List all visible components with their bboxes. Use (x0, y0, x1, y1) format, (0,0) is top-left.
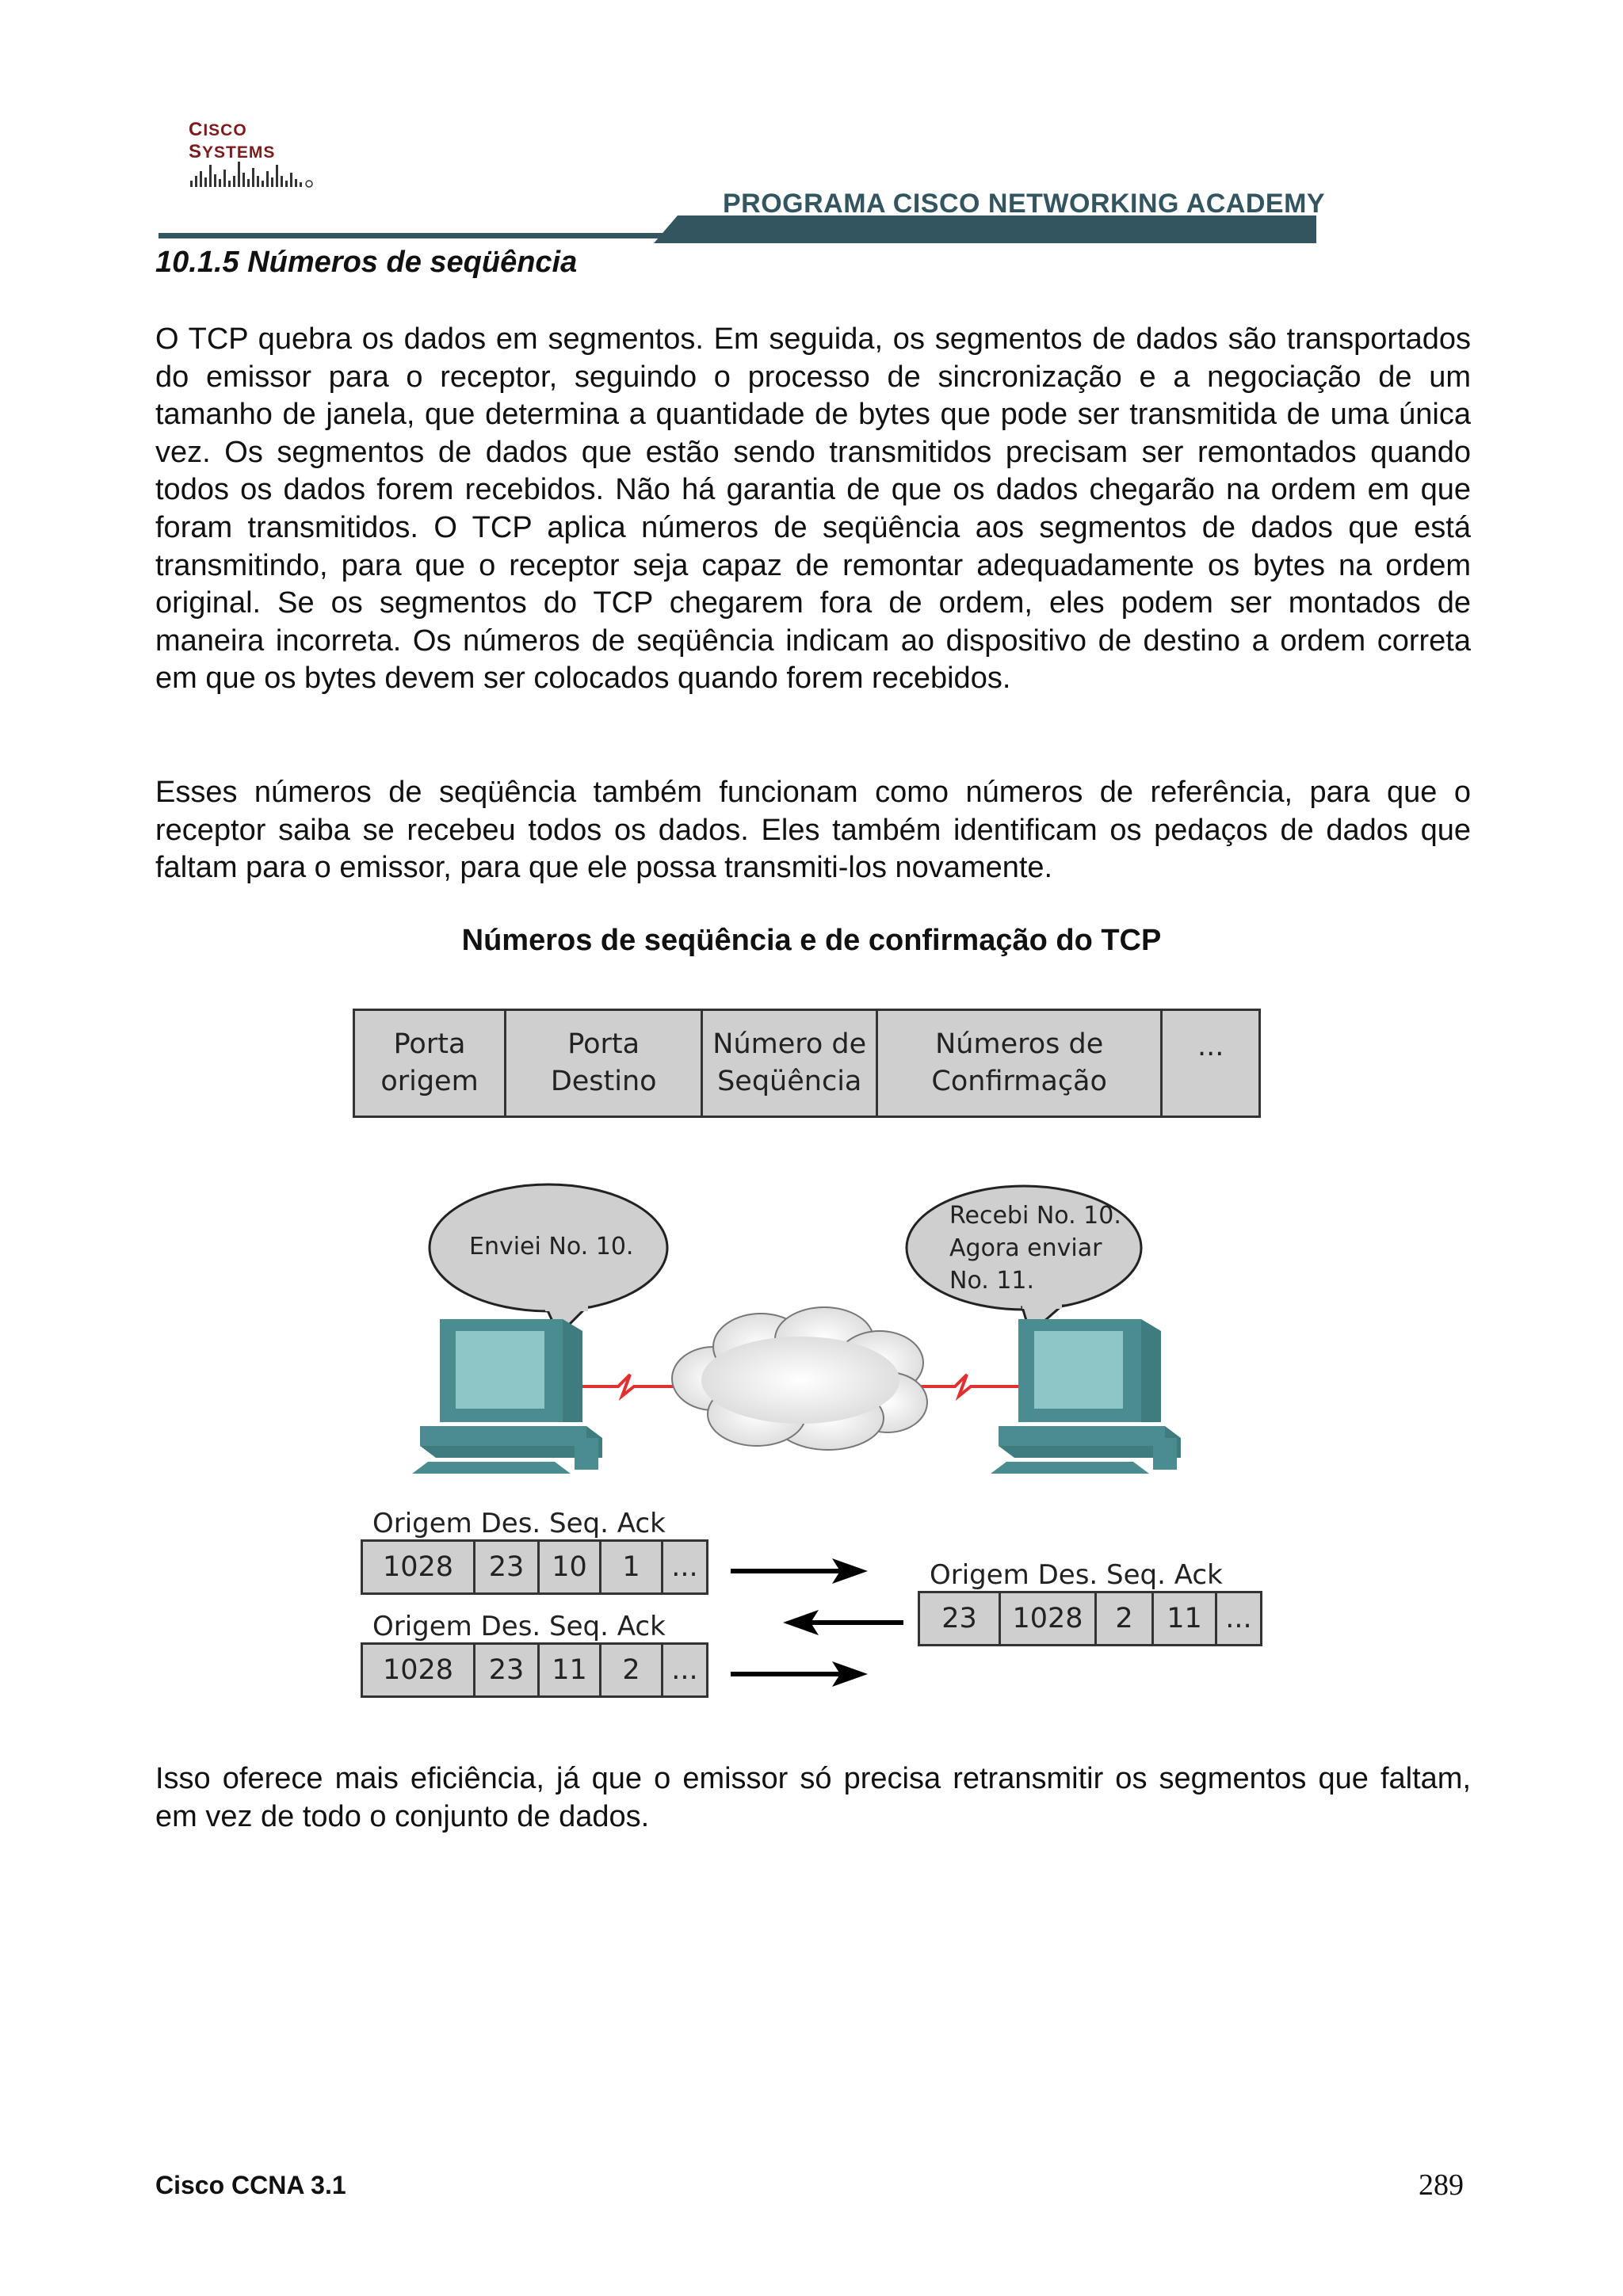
arrow-right-1 (731, 1558, 868, 1584)
segment-1-table (361, 1539, 708, 1595)
header-field-more: ... (1197, 1031, 1224, 1062)
academy-title: PROGRAMA CISCO NETWORKING ACADEMY (723, 189, 1326, 219)
segment-2-more: ... (1225, 1603, 1252, 1634)
sender-bubble-text: Enviei No. 10. (469, 1233, 634, 1261)
header-field-source-port: Porta origem (355, 1011, 506, 1116)
receiver-bubble-text: Recebi No. 10. Agora enviar No. 11. (949, 1202, 1121, 1295)
segment-3-seq: 11 (540, 1645, 601, 1695)
cisco-logo-text: CISCO SYSTEMS (189, 119, 276, 162)
segment-1-label: Origem Des. Seq. Ack (372, 1508, 666, 1539)
footer-course-name: Cisco CCNA 3.1 (155, 2171, 346, 2199)
receiver-computer-icon (991, 1319, 1181, 1474)
segment-2-table (918, 1591, 1262, 1646)
paragraph-3: Isso oferece mais eficiência, já que o emissor só precisa retransmitir os segmentos que faltam, em vez de todo o conjunto de dados. (155, 1762, 1471, 1833)
sender-link (582, 1375, 678, 1396)
arrow-right-2 (731, 1661, 868, 1687)
arrow-left (783, 1610, 903, 1635)
segment-2-seq: 2 (1097, 1593, 1154, 1644)
paragraph-2: Esses números de seqüência também funcionam como números de referência, para que o receptor saiba se recebeu todos os dados. Eles também identificam os pedaços de dados que faltam para o emissor, para que ele possa transmiti-los novamente. (155, 776, 1471, 885)
segment-1-dest: 23 (475, 1542, 540, 1592)
segment-3-dest: 23 (475, 1645, 540, 1695)
page-number: 289 (1419, 2168, 1464, 2202)
header-field-dest-port: Porta Destino (506, 1011, 703, 1116)
section-title: 10.1.5 Números de seqüência (155, 246, 578, 279)
segment-2-dest: 1028 (1001, 1593, 1097, 1644)
segment-3-more: ... (671, 1654, 698, 1686)
segment-1-seq: 10 (540, 1542, 601, 1592)
segment-3-table (361, 1642, 708, 1698)
segment-3-label: Origem Des. Seq. Ack (372, 1611, 666, 1642)
sender-computer-icon (412, 1319, 602, 1474)
header-field-ack: Números de Confirmação (878, 1011, 1163, 1116)
receiver-link (919, 1375, 1018, 1396)
paragraph-1: O TCP quebra os dados em segmentos. Em seguida, os segmentos de dados são transportados do emissor para o receptor, seguindo o processo de sincronização e a negociação de um tamanho de janela, que determina a quantidade de bytes que pode ser transmitida de uma única vez. Os segmentos de dados que estão sendo transmitidos precisam ser remontados quando todos os dados forem recebidos. Não há garantia de que os dados chegarão na ordem em que foram transmitidos. O TCP aplica números de seqüência aos segmentos de dados que está transmitindo, para que o receptor seja capaz de remontar adequadamente os bytes na ordem original. Se os segmentos do TCP chegarem fora de ordem, eles podem ser montados de maneira incorreta. Os números de seqüência indicam ao dispositivo de destino a ordem correta em que os bytes devem ser colocados quando forem recebidos. (155, 322, 1471, 696)
segment-3-ack: 2 (601, 1645, 663, 1695)
segment-2-label: Origem Des. Seq. Ack (930, 1559, 1223, 1591)
segment-3-source: 1028 (363, 1645, 475, 1695)
segment-1-more: ... (671, 1551, 698, 1583)
segment-1-ack: 1 (601, 1542, 663, 1592)
segment-1-source: 1028 (363, 1542, 475, 1592)
segment-2-source: 23 (920, 1593, 1001, 1644)
header-field-sequence: Número de Seqüência (703, 1011, 878, 1116)
figure-title: Números de seqüência e de confirmação do TCP (461, 924, 1162, 957)
segment-2-ack: 11 (1154, 1593, 1217, 1644)
